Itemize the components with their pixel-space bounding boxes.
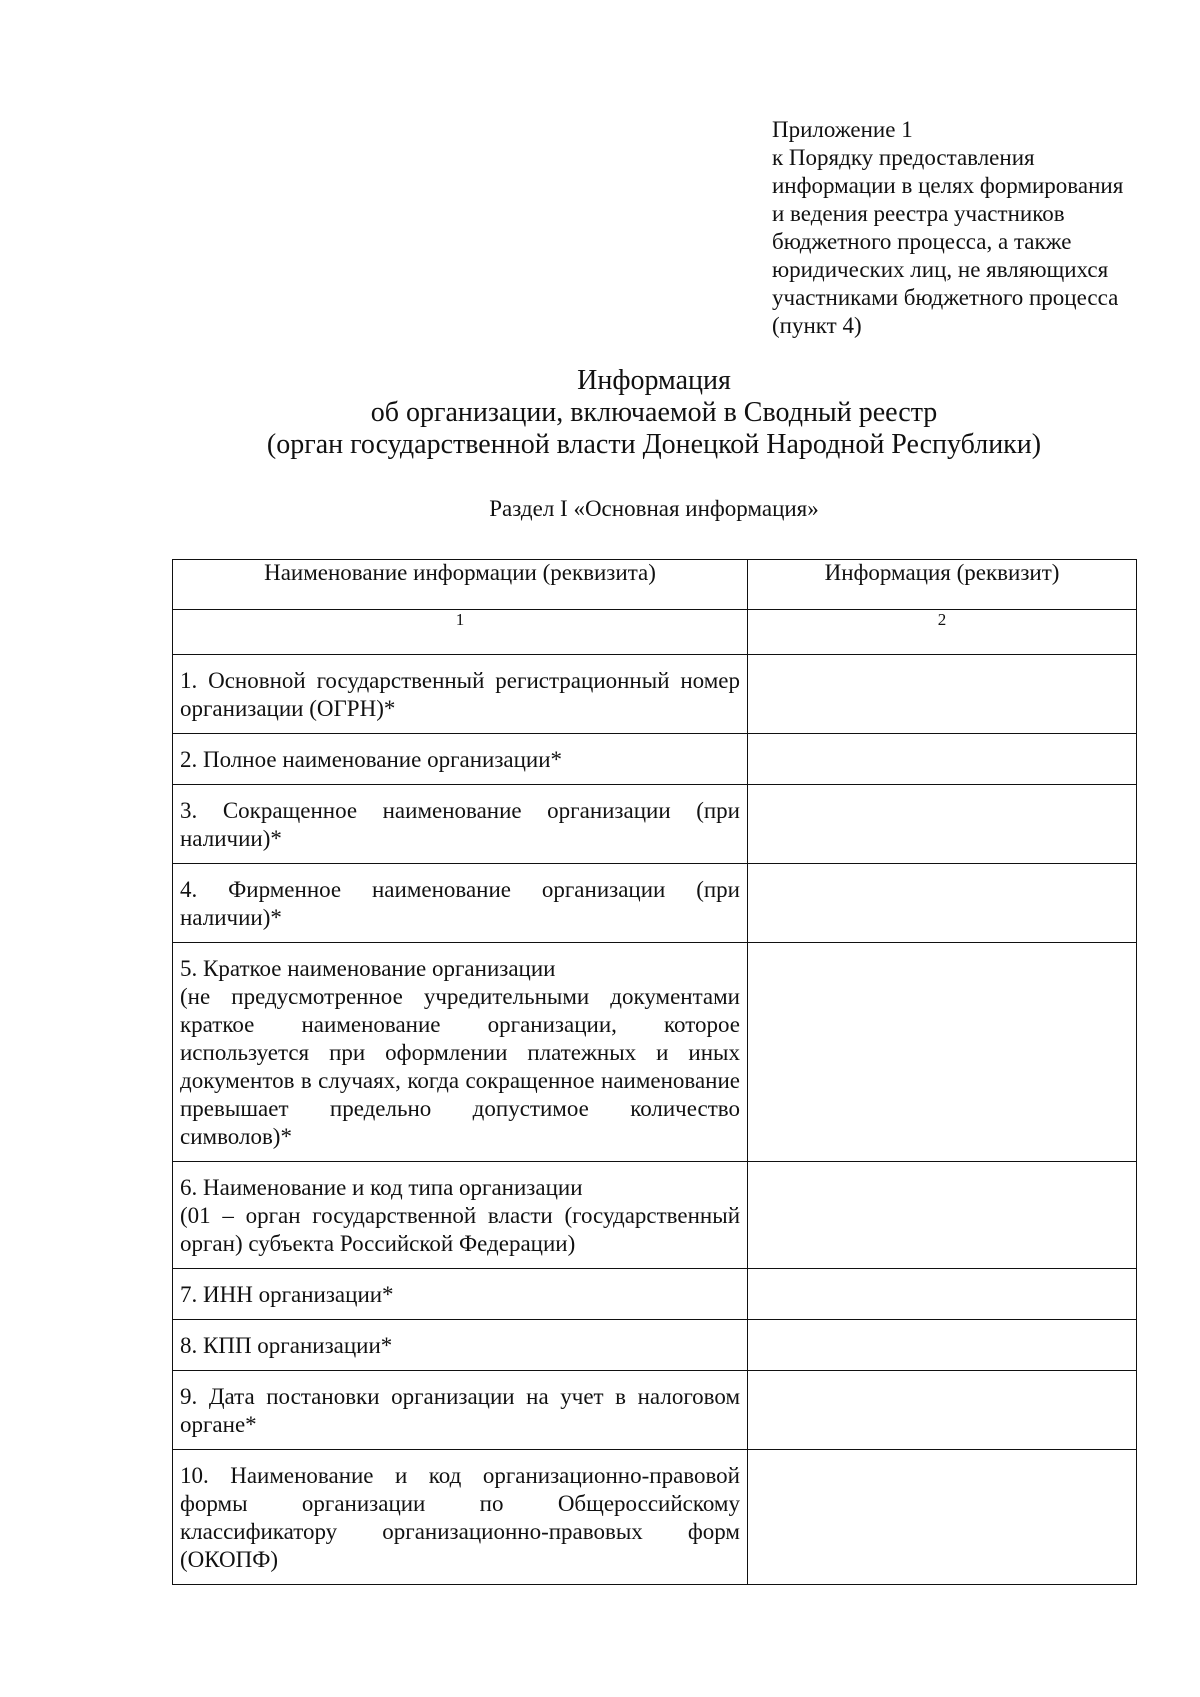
- appendix-line: (пункт 4): [772, 313, 862, 338]
- appendix-reference: [772, 116, 1172, 340]
- appendix-line: информации в целях формирования: [772, 173, 1124, 198]
- table-row: [173, 734, 1137, 785]
- row-label: [173, 655, 748, 734]
- table-row: [173, 1162, 1137, 1269]
- row-label: [173, 864, 748, 943]
- section-heading: Раздел I «Основная информация»: [489, 496, 819, 521]
- row-value[interactable]: [748, 655, 1137, 734]
- header-value: Информация (реквизит): [748, 560, 1137, 610]
- row-label-text: 5. Краткое наименование организации (не предусмотренное учредительными документами краткое наименование организации, которое используется при оформлении платежных и иных документов в случаях, когда сокращенное наименование превышает предельно допустимое количество символов)*: [180, 956, 740, 1149]
- appendix-line: Приложение 1: [772, 117, 913, 142]
- column-number-row: [173, 610, 1137, 655]
- appendix-line: к Порядку предоставления: [772, 145, 1035, 170]
- table-row: [173, 1371, 1137, 1450]
- row-value[interactable]: [748, 785, 1137, 864]
- table-row: [173, 864, 1137, 943]
- title-line-1: Информация: [577, 365, 731, 396]
- row-label-text: 6. Наименование и код типа организации (01 – орган государственной власти (государственный орган) субъекта Российской Федерации): [180, 1175, 740, 1256]
- row-label-text: 2. Полное наименование организации*: [180, 747, 563, 772]
- header-name: Наименование информации (реквизита): [173, 560, 748, 610]
- row-label-text: 4. Фирменное наименование организации (при наличии)*: [180, 877, 740, 930]
- row-value[interactable]: [748, 1269, 1137, 1320]
- row-value[interactable]: [748, 943, 1137, 1162]
- table-row: [173, 1320, 1137, 1371]
- row-value[interactable]: [748, 1162, 1137, 1269]
- document-title: [172, 365, 1136, 461]
- title-line-2: об организации, включаемой в Сводный реестр: [370, 397, 938, 428]
- title-line-3: (орган государственной власти Донецкой Народной Республики): [266, 429, 1042, 460]
- table-row: [173, 785, 1137, 864]
- row-label: [173, 1450, 748, 1585]
- row-value[interactable]: [748, 1371, 1137, 1450]
- column-number-1: 1: [173, 610, 748, 655]
- row-label: [173, 1371, 748, 1450]
- appendix-line: участниками бюджетного процесса: [772, 285, 1119, 310]
- row-label-text: 10. Наименование и код организационно-правовой формы организации по Общероссийскому классификатору организационно-правовых форм (ОКОПФ): [180, 1463, 740, 1572]
- row-label: [173, 1269, 748, 1320]
- row-value[interactable]: [748, 1450, 1137, 1585]
- info-table: [172, 559, 1137, 1585]
- row-label: [173, 734, 748, 785]
- row-label-text: 7. ИНН организации*: [180, 1282, 394, 1307]
- table-row: [173, 943, 1137, 1162]
- table-header-row: [173, 560, 1137, 610]
- row-label: [173, 1320, 748, 1371]
- table-row: [173, 1450, 1137, 1585]
- row-value[interactable]: [748, 864, 1137, 943]
- row-label: [173, 785, 748, 864]
- appendix-line: юридических лиц, не являющихся: [772, 257, 1109, 282]
- row-label: [173, 1162, 748, 1269]
- row-label-text: 3. Сокращенное наименование организации (при наличии)*: [180, 798, 740, 851]
- row-value[interactable]: [748, 734, 1137, 785]
- appendix-line: бюджетного процесса, а также: [772, 229, 1072, 254]
- row-value[interactable]: [748, 1320, 1137, 1371]
- table-row: [173, 655, 1137, 734]
- row-label-text: 8. КПП организации*: [180, 1333, 393, 1358]
- appendix-line: и ведения реестра участников: [772, 201, 1065, 226]
- row-label-text: 9. Дата постановки организации на учет в налоговом органе*: [180, 1384, 740, 1437]
- row-label: [173, 943, 748, 1162]
- table-row: [173, 1269, 1137, 1320]
- column-number-2: 2: [748, 610, 1137, 655]
- row-label-text: 1. Основной государственный регистрационный номер организации (ОГРН)*: [180, 668, 740, 721]
